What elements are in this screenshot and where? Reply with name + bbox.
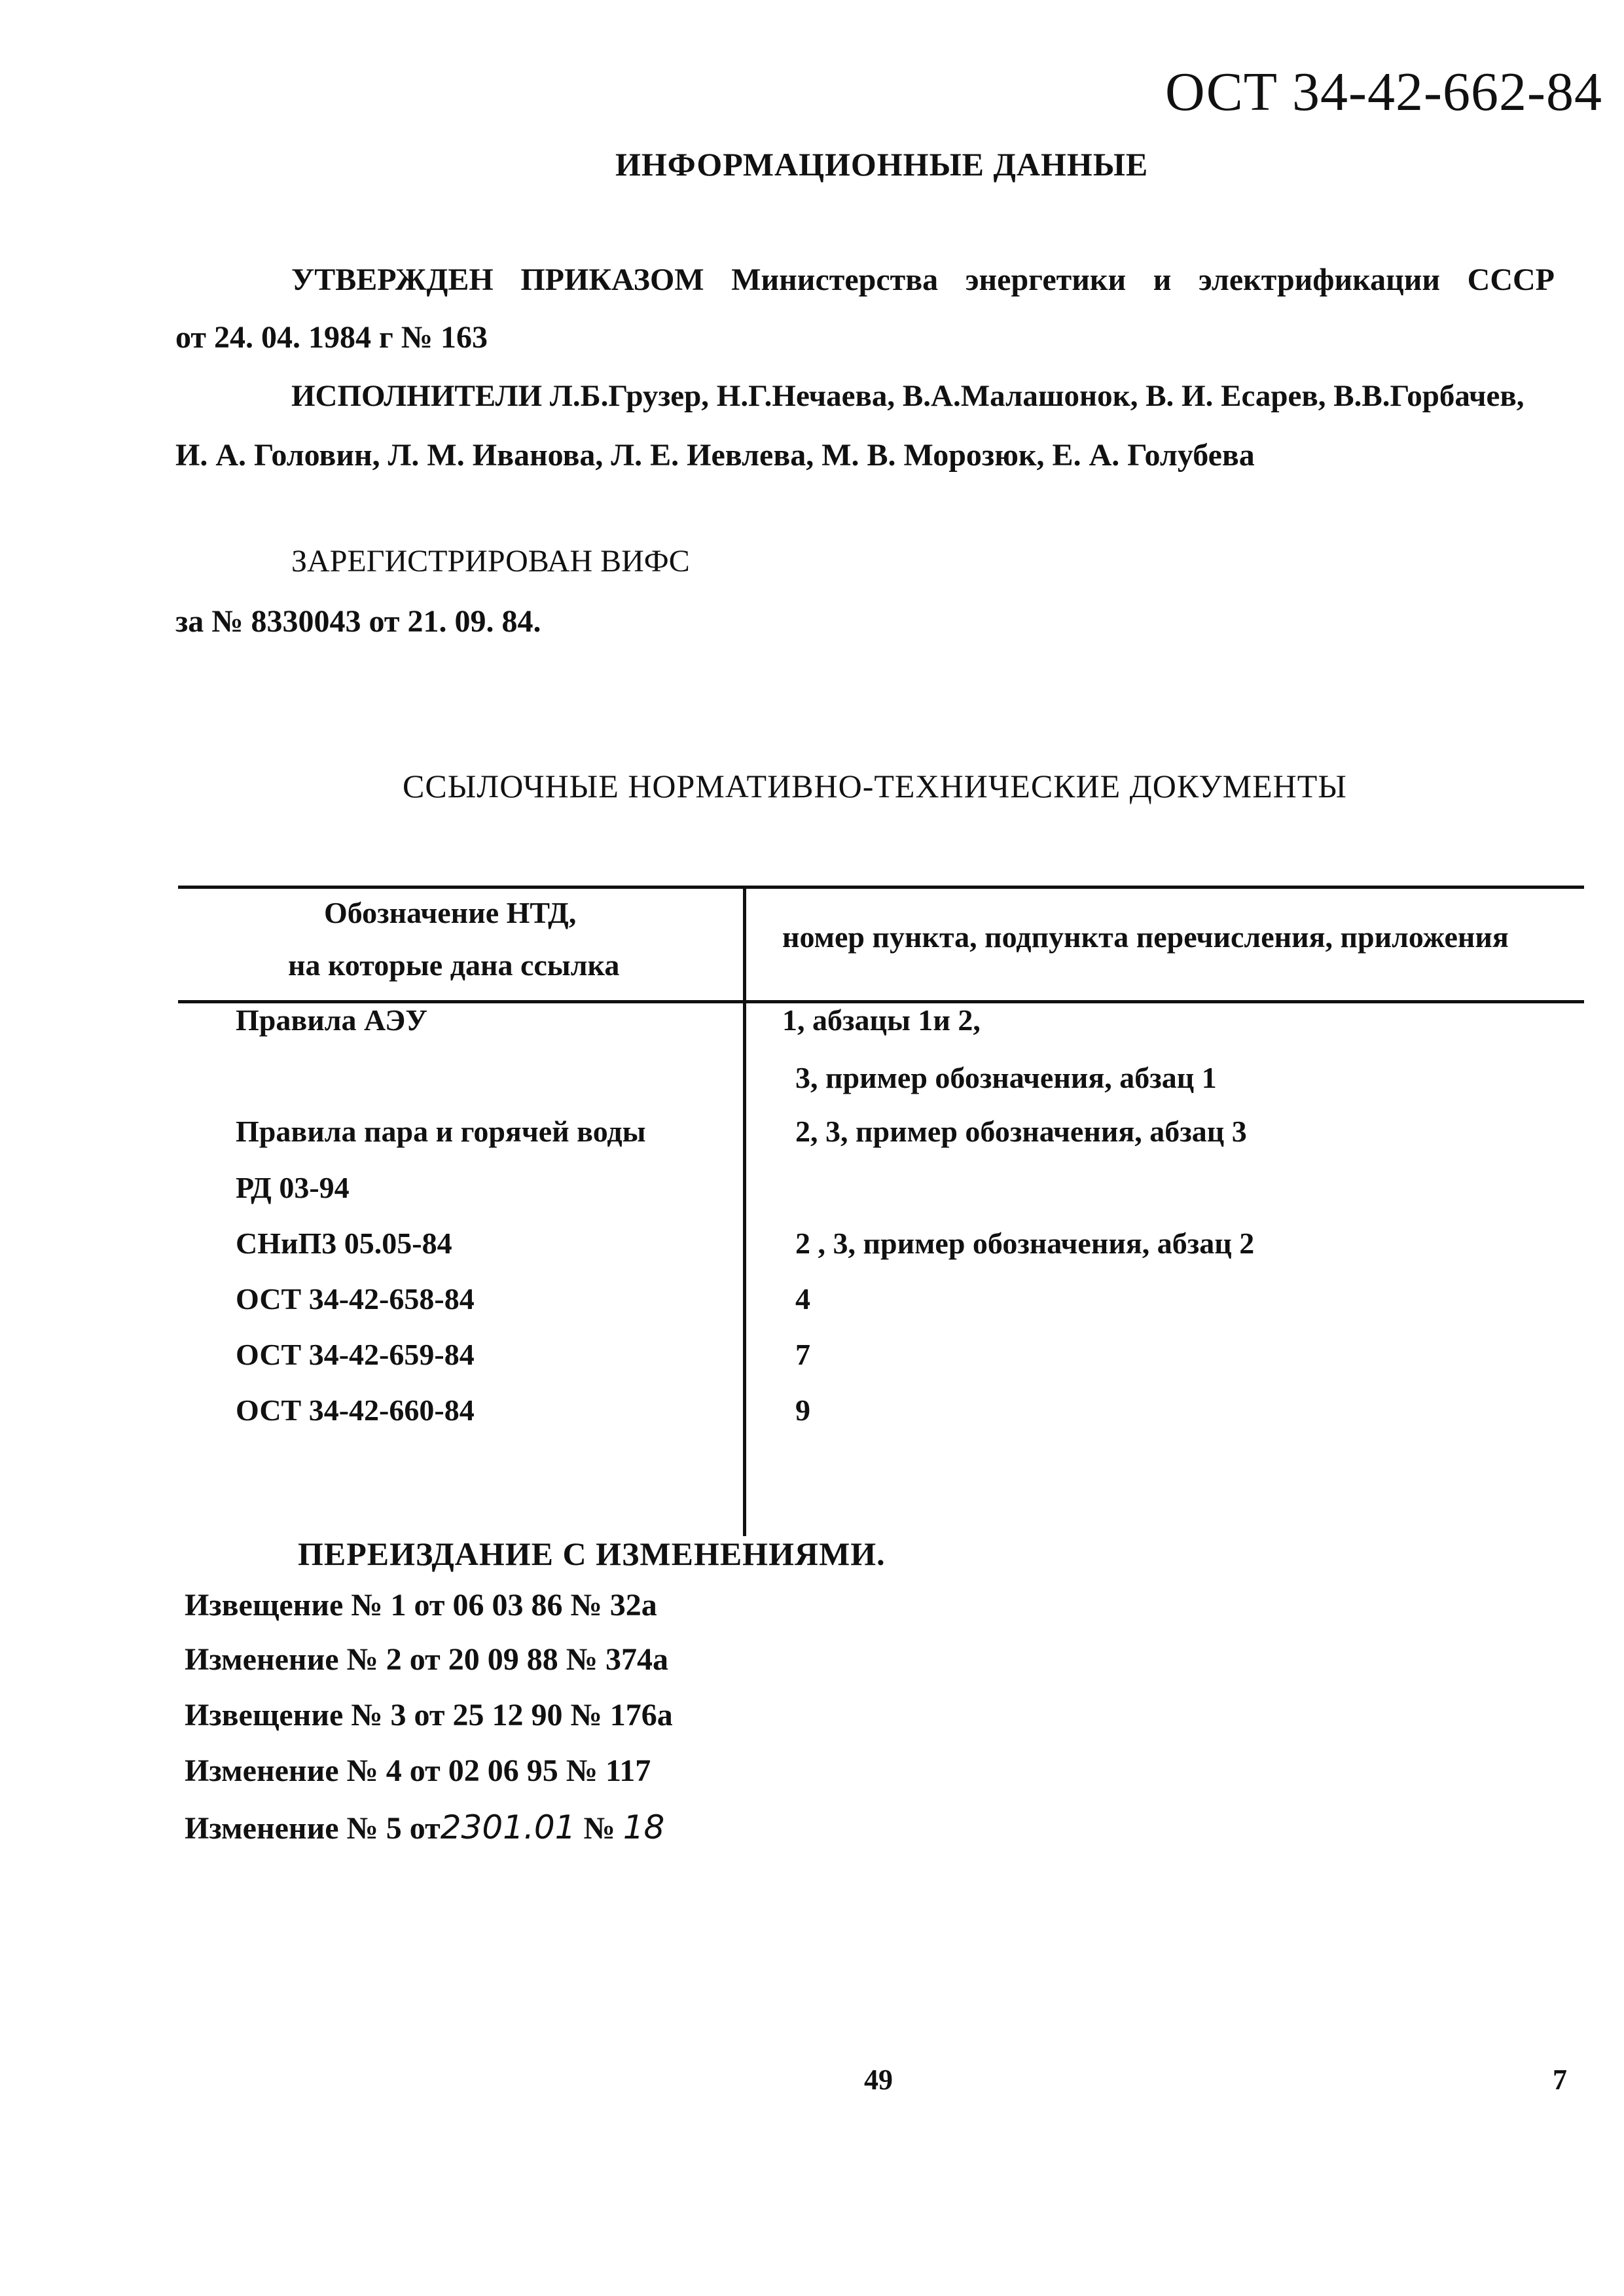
reissue-last-no-label: № bbox=[583, 1811, 615, 1846]
table-column-divider bbox=[743, 888, 746, 1536]
approved-line bbox=[291, 262, 1555, 298]
reissue-line: Извещение № 1 от 06 03 86 № 32а bbox=[185, 1588, 657, 1623]
table-cell-ref: 9 bbox=[795, 1393, 810, 1427]
references-title: ССЫЛОЧНЫЕ НОРМАТИВНО-ТЕХНИЧЕСКИЕ ДОКУМЕНТЫ bbox=[403, 768, 1347, 804]
table-header-col1-line1: Обозначение НТД, bbox=[324, 896, 577, 929]
document-code: ОСТ 34-42-662-84 bbox=[1165, 62, 1602, 122]
reissue-last-prefix: Изменение № 5 от bbox=[185, 1811, 441, 1846]
table-cell-doc: ОСТ 34-42-659-84 bbox=[236, 1338, 475, 1371]
table-cell-doc: Правила пара и горячей воды bbox=[236, 1115, 646, 1148]
table-header-col2: номер пункта, подпункта перечисления, приложения bbox=[782, 920, 1509, 954]
table-cell-ref: 2, 3, пример обозначения, абзац 3 bbox=[795, 1115, 1247, 1148]
approved-word: УТВЕРЖДЕН bbox=[291, 262, 494, 297]
approved-word: Министерства bbox=[731, 262, 939, 297]
reissue-title: ПЕРЕИЗДАНИЕ С ИЗМЕНЕНИЯМИ. bbox=[298, 1535, 886, 1572]
table-top-rule bbox=[178, 886, 1584, 889]
reissue-line: Изменение № 4 от 02 06 95 № 117 bbox=[185, 1753, 651, 1788]
table-cell-ref: 1, абзацы 1и 2, bbox=[782, 1003, 981, 1037]
reissue-line: Извещение № 3 от 25 12 90 № 176а bbox=[185, 1698, 673, 1732]
registered-line-1: ЗАРЕГИСТРИРОВАН ВИФС bbox=[291, 544, 690, 579]
registered-line-2: за № 8330043 от 21. 09. 84. bbox=[175, 604, 541, 639]
handwritten-date: 2301.01 bbox=[440, 1808, 576, 1846]
sheet-number: 7 bbox=[1553, 2064, 1567, 2096]
executors-line-2: И. А. Головин, Л. М. Иванова, Л. Е. Иевлева, М. В. Морозюк, Е. А. Голубева bbox=[175, 438, 1255, 473]
reissue-line-last bbox=[185, 1808, 664, 1846]
handwritten-number: 18 bbox=[623, 1808, 665, 1846]
table-header-col1-line2: на которые дана ссылка bbox=[288, 948, 620, 982]
approved-word: и bbox=[1153, 262, 1172, 297]
reissue-line: Изменение № 2 от 20 09 88 № 374а bbox=[185, 1642, 668, 1677]
approved-word: электрификации bbox=[1199, 262, 1441, 297]
approved-word: ПРИКАЗОМ bbox=[520, 262, 704, 297]
table-cell-doc: РД 03-94 bbox=[236, 1171, 350, 1204]
approved-word: СССР bbox=[1467, 262, 1555, 297]
table-cell-doc: Правила АЭУ bbox=[236, 1003, 428, 1037]
table-cell-ref: 4 bbox=[795, 1282, 810, 1316]
approved-word: энергетики bbox=[965, 262, 1127, 297]
table-cell-doc: ОСТ 34-42-660-84 bbox=[236, 1393, 475, 1427]
table-cell-ref: 2 , 3, пример обозначения, абзац 2 bbox=[795, 1227, 1255, 1260]
approved-date: от 24. 04. 1984 г № 163 bbox=[175, 320, 488, 355]
table-cell-ref: 7 bbox=[795, 1338, 810, 1371]
table-cell-doc: ОСТ 34-42-658-84 bbox=[236, 1282, 475, 1316]
executors-line-1: ИСПОЛНИТЕЛИ Л.Б.Грузер, Н.Г.Нечаева, В.А.Малашонок, В. И. Есарев, В.В.Горбачев, bbox=[291, 379, 1525, 413]
info-title: ИНФОРМАЦИОННЫЕ ДАННЫЕ bbox=[615, 146, 1149, 183]
table-cell-doc: СНиП3 05.05-84 bbox=[236, 1227, 452, 1260]
table-cell-ref: 3, пример обозначения, абзац 1 bbox=[795, 1061, 1217, 1094]
page-number: 49 bbox=[864, 2064, 893, 2096]
